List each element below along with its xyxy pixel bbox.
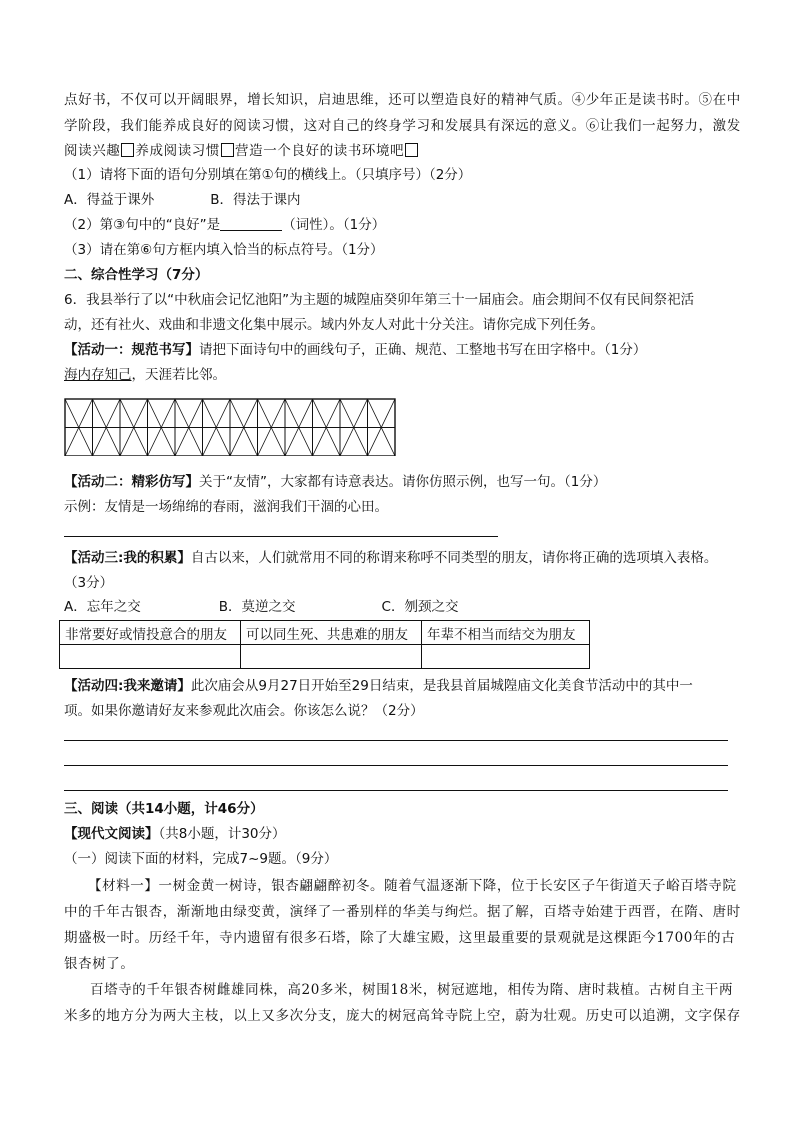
table-header-cell: 非常要好或情投意合的朋友 xyxy=(60,621,241,645)
modern-reading-text: （共8小题，计30分） xyxy=(158,826,286,842)
example-sentence: 示例：友情是一场绵绵的春雨，滋润我们干涸的心田。 xyxy=(64,499,388,515)
activity-3-tag: 【活动三:我的积累】 xyxy=(64,550,191,566)
answer-line-3[interactable] xyxy=(64,790,728,791)
activity-3 xyxy=(64,549,717,567)
section-2-title: 二、综合性学习（7分） xyxy=(64,267,209,283)
question-2 xyxy=(64,216,385,234)
activity-1 xyxy=(64,341,646,359)
activity-3-options xyxy=(64,598,458,616)
activity-4-tag: 【活动四:我来邀请】 xyxy=(64,678,191,694)
friend-type-table xyxy=(59,620,590,669)
punctuation-box-2[interactable] xyxy=(221,143,234,157)
option-b: B．莫逆之交 xyxy=(218,599,296,615)
modern-reading xyxy=(64,825,286,843)
activity-2 xyxy=(64,473,606,491)
material-2-line-1: 百塔寺的千年银杏树雌雄同株，高20多米，树围18米，树冠遮地，相传为隋、唐时栽植。古树自主干两 xyxy=(90,982,734,998)
activity-3-score: （3分） xyxy=(64,575,114,591)
question-1-options xyxy=(64,191,301,209)
part-1-instructions: （一）阅读下面的材料，完成7~9题。（9分） xyxy=(64,851,338,867)
tianzige-grid[interactable] xyxy=(64,398,398,456)
intro-part-3: 营造一个良好的读书环境吧 xyxy=(235,143,405,159)
activity-4-text: 此次庙会从9月27日开始至29日结束，是我县首届城隍庙文化美食节活动中的其中一 xyxy=(190,678,693,694)
punctuation-box-1[interactable] xyxy=(121,143,134,157)
question-3: （3）请在第⑥句方框内填入恰当的标点符号。（1分） xyxy=(64,242,384,258)
punctuation-box-3[interactable] xyxy=(405,143,418,157)
activity-4 xyxy=(64,677,693,695)
table-answer-row xyxy=(60,645,590,669)
option-a: A．忘年之交 xyxy=(64,599,141,615)
option-a: A．得益于课外 xyxy=(64,192,155,208)
activity-1-tag: 【活动一：规范书写】 xyxy=(64,342,199,358)
material-1-line-1: 【材料一】一树金黄一树诗，银杏翩翩醉初冬。随着气温逐渐下降，位于长安区子午街道天子峪百塔寺院 xyxy=(88,878,737,894)
poem-rest: ，天涯若比邻。 xyxy=(131,367,226,383)
modern-reading-tag: 【现代文阅读】 xyxy=(64,826,159,842)
table-header-cell: 年辈不相当而结交为朋友 xyxy=(422,621,590,645)
question-2-before: （2）第③句中的“良好”是 xyxy=(64,217,221,233)
question-6-line-2: 动，还有社火、戏曲和非遗文化集中展示。域内外友人对此十分关注。请你完成下列任务。 xyxy=(64,317,604,333)
activity-1-text: 请把下面诗句中的画线句子，正确、规范、工整地书写在田字格中。（1分） xyxy=(199,342,647,358)
option-b: B．得法于课内 xyxy=(210,192,301,208)
intro-line-1: 点好书，不仅可以开阔眼界，增长知识，启迪思维，还可以塑造良好的精神气质。④少年正是读书时。⑤在中 xyxy=(64,92,741,108)
table-answer-cell-1[interactable] xyxy=(60,645,241,669)
intro-part-2: 养成阅读习惯 xyxy=(135,143,221,159)
intro-line-2: 学阶段，我们能养成良好的阅读习惯，这对自己的终身学习和发展具有深远的意义。⑥让我们一起努力，激发 xyxy=(64,118,741,134)
material-1-line-3: 期盛极一时。历经千年，寺内遗留有很多石塔，除了大雄宝殿，这里最重要的景观就是这棵距今1700年的古 xyxy=(64,930,736,946)
question-1: （1）请将下面的语句分别填在第①句的横线上。（只填序号）（2分） xyxy=(64,167,472,183)
poem-line xyxy=(64,366,226,384)
question-6-line-1: 6．我县举行了以“中秋庙会记忆池阳”为主题的城隍庙癸卯年第三十一届庙会。庙会期间不仅有民间祭祀活 xyxy=(64,292,695,308)
material-2-line-2: 米多的地方分为两大主枝，以上又多次分支，庞大的树冠高耸寺院上空，蔚为壮观。历史可以追溯，文字保存 xyxy=(64,1008,741,1024)
part-of-speech-blank[interactable] xyxy=(220,216,282,231)
material-1-line-4: 银杏树了。 xyxy=(64,956,135,972)
answer-line-activity-2[interactable] xyxy=(64,536,498,537)
activity-4-line-2: 项。如果你邀请好友来参观此次庙会。你该怎么说？（2分） xyxy=(64,703,424,719)
answer-line-1[interactable] xyxy=(64,740,728,741)
poem-underlined: 海内存知己 xyxy=(64,367,132,383)
intro-line-3 xyxy=(64,142,419,160)
option-c: C．刎颈之交 xyxy=(381,599,459,615)
question-2-after: （词性）。（1分） xyxy=(282,217,386,233)
material-1-line-2: 中的千年古银杏，渐渐地由绿变黄，演绎了一番别样的华美与绚烂。据了解，百塔寺始建于西晋，在隋、唐时 xyxy=(64,904,741,920)
table-header-row xyxy=(60,621,590,645)
intro-part-1: 阅读兴趣 xyxy=(64,143,121,159)
table-header-cell: 可以同生死、共患难的朋友 xyxy=(241,621,422,645)
activity-2-tag: 【活动二：精彩仿写】 xyxy=(64,474,199,490)
section-3-title: 三、阅读（共14小题，计46分） xyxy=(64,801,264,817)
answer-line-2[interactable] xyxy=(64,765,728,766)
activity-3-text: 自古以来，人们就常用不同的称谓来称呼不同类型的朋友，请你将正确的选项填入表格。 xyxy=(190,550,718,566)
table-answer-cell-3[interactable] xyxy=(422,645,590,669)
activity-2-text: 关于“友情”，大家都有诗意表达。请你仿照示例，也写一句。（1分） xyxy=(199,474,607,490)
table-answer-cell-2[interactable] xyxy=(241,645,422,669)
